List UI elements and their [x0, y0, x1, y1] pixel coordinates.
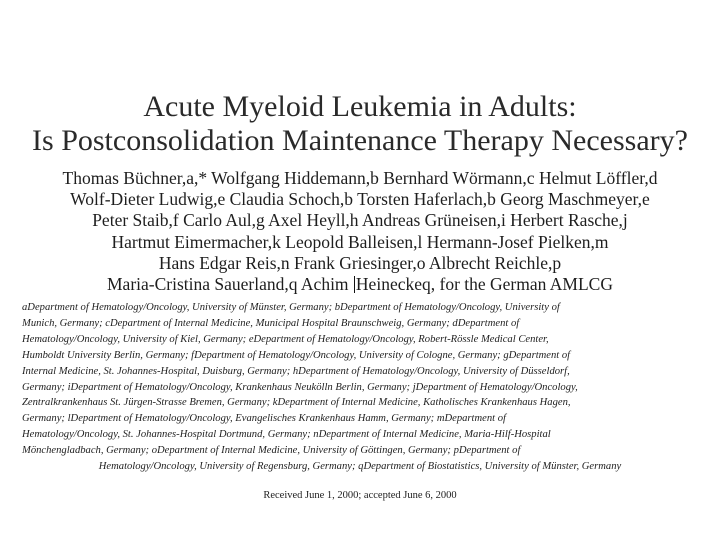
affiliation-line: Hematology/Oncology, University of Kiel, Germany; eDepartment of Hematology/Oncology, Robert-Rössle Medical Center,	[22, 333, 549, 345]
author-line: Hans Edgar Reis,n Frank Griesinger,o Albrecht Reichle,p	[158, 252, 562, 273]
affiliation-line: Germany; lDepartment of Hematology/Oncology, Evangelisches Krankenhaus Hamm, Germany; mDepartment of	[22, 413, 506, 425]
received-date: Received June 1, 2000; accepted June 6, 2000	[263, 490, 457, 501]
title-line-1: Acute Myeloid Leukemia in Adults:	[143, 90, 577, 123]
author-line: Hartmut Eimermacher,k Leopold Balleisen,l Hermann-Josef Pielken,m	[111, 231, 609, 252]
title-line-2: Is Postconsolidation Maintenance Therapy Necessary?	[32, 124, 688, 157]
affiliation-line: Hematology/Oncology, St. Johannes-Hospital Dortmund, Germany; nDepartment of Internal Medicine, Maria-Hilf-Hospital	[22, 429, 551, 441]
author-line-last	[10, 274, 710, 295]
paper-title	[0, 90, 720, 158]
text-cursor-icon	[354, 276, 355, 293]
author-line: Peter Staib,f Carlo Aul,g Axel Heyll,h Andreas Grüneisen,i Herbert Rasche,j	[92, 210, 628, 231]
affiliation-line: Hematology/Oncology, University of Regensburg, Germany; qDepartment of Biostatistics, University of Münster, Germany	[98, 461, 622, 473]
affiliations	[22, 300, 698, 475]
affiliation-line: Munich, Germany; cDepartment of Internal Medicine, Municipal Hospital Braunschweig, Germany; dDepartment of	[22, 317, 520, 329]
affiliation-line: Humboldt University Berlin, Germany; fDepartment of Hematology/Oncology, University of Cologne, Germany; gDepartment of	[22, 349, 571, 361]
affiliation-line: Zentralkrankenhaus St. Jürgen-Strasse Bremen, Germany; kDepartment of Internal Medicine, Katholisches Krankenhaus Hagen,	[22, 397, 571, 409]
author-list	[10, 168, 710, 295]
affiliation-line: Germany; iDepartment of Hematology/Oncology, Krankenhaus Neukölln Berlin, Germany; jDepartment of Hematology/Oncology,	[22, 381, 578, 393]
author-line: Thomas Büchner,a,* Wolfgang Hiddemann,b Bernhard Wörmann,c Helmut Löffler,d	[62, 168, 658, 188]
affiliation-line: Internal Medicine, St. Johannes-Hospital, Duisburg, Germany; hDepartment of Hematology/Oncology, University of Düsseldorf,	[22, 365, 570, 377]
author-line: Wolf-Dieter Ludwig,e Claudia Schoch,b Torsten Haferlach,b Georg Maschmeyer,e	[70, 189, 650, 210]
author-text: Heineckeq, for the German AMLCG	[355, 274, 613, 295]
author-text: Maria-Cristina Sauerland,q Achim	[107, 274, 353, 295]
affiliation-line: Mönchengladbach, Germany; oDepartment of Internal Medicine, University of Göttingen, Germany; pDepartment of	[22, 445, 521, 457]
affiliation-line: aDepartment of Hematology/Oncology, University of Münster, Germany; bDepartment of Hematology/Oncology, University of	[22, 302, 560, 313]
